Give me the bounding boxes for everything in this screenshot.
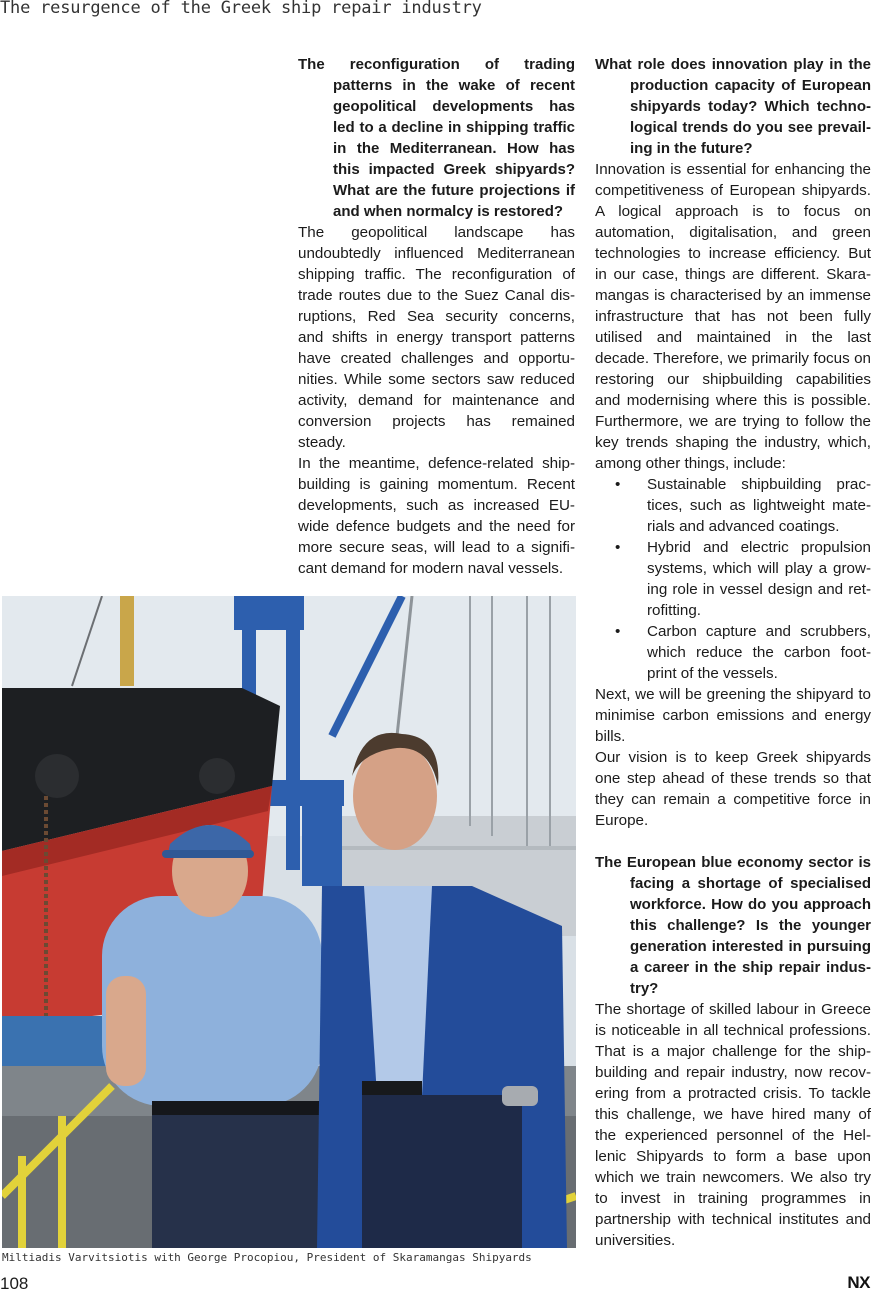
answer-1-paragraph-2: In the meantime, defence-related shipbuilding is gaining momentum. Recent developments, such as increased EU-wide defence budgets and the need for more secure seas, will lead to a significant demand for modern naval vessels.: [298, 455, 575, 577]
answer-2-paragraph-3: Our vision is to keep Greek shipyards one step ahead of these trends so that they can remain a competitive force in Europe.: [595, 749, 871, 829]
list-item: • Hybrid and electric propulsion systems, which will play a growing role in vessel design and retrofitting.: [595, 537, 871, 621]
trend-list: [595, 474, 871, 684]
running-title: The resurgence of the Greek ship repair industry: [0, 0, 482, 18]
question-3: The European blue economy sector is facing a shortage of specialised workforce. How do you approach this challenge? Is the younger generation interested in pursuing a career in the ship repair industry?: [595, 854, 871, 997]
answer-2-paragraph-2: Next, we will be greening the shipyard to minimise carbon emissions and energy bills.: [595, 686, 871, 745]
paragraph-gap: [595, 831, 871, 852]
article-column-middle: [298, 54, 575, 579]
photo-caption: Miltiadis Varvitsiotis with George Procopiou, President of Skaramangas Shipyards: [2, 1251, 532, 1264]
answer-1-paragraph-1: The geopolitical landscape has undoubtedly influenced Mediterranean shipping traffic. The reconfiguration of trade routes due to the Suez Canal disruptions, Red Sea security concerns, and shifts in energy transport patterns have created challenges and opportunities. While some sectors saw reduced activity, demand for maintenance and conversion projects has remained steady.: [298, 224, 575, 451]
shipyard-photo: [2, 596, 576, 1248]
answer-3-paragraph-1: The shortage of skilled labour in Greece is noticeable in all technical professions. That is a major challenge for the shipbuilding and repair industry, now recovering from a protracted crisis. To tackle this challenge, we have hired many of the experienced personnel of the Hellenic Shipyards to form a base upon which we train newcomers. We also try to invest in training programmes in partnership with technical institutes and universities.: [595, 1001, 871, 1249]
page-number: 108: [0, 1274, 29, 1293]
question-2: What role does innovation play in the production capacity of European shipyards today? Which technological trends do you see prevailing in the future?: [595, 56, 871, 157]
article-column-right: [595, 54, 871, 1251]
question-1: The reconfiguration of trading patterns in the wake of recent geopolitical developments has led to a decline in shipping traffic in the Mediterranean. How has this impacted Greek shipyards? What are the future projections if and when normalcy is restored?: [298, 56, 575, 220]
list-item: • Carbon capture and scrubbers, which reduce the carbon footprint of the vessels.: [595, 621, 871, 684]
brand-logo: NX: [847, 1273, 870, 1292]
shipyard-photo-illustration: [2, 596, 576, 1248]
answer-2-paragraph-1: Innovation is essential for enhancing the competitiveness of European shipyards. A logical approach is to focus on automation, digitalisation, and green technologies to increase efficiency. But in our case, things are different. Skaramangas is characterised by an immense infrastructure that has not been fully utilised and maintained in the last decade. Therefore, we primarily focus on restoring our shipbuilding capabilities and modernising where this is possible. Furthermore, we are trying to follow the key trends shaping the industry, which, among other things, include:: [595, 161, 871, 472]
list-item: • Sustainable shipbuilding practices, such as lightweight materials and advanced coatings.: [595, 474, 871, 537]
